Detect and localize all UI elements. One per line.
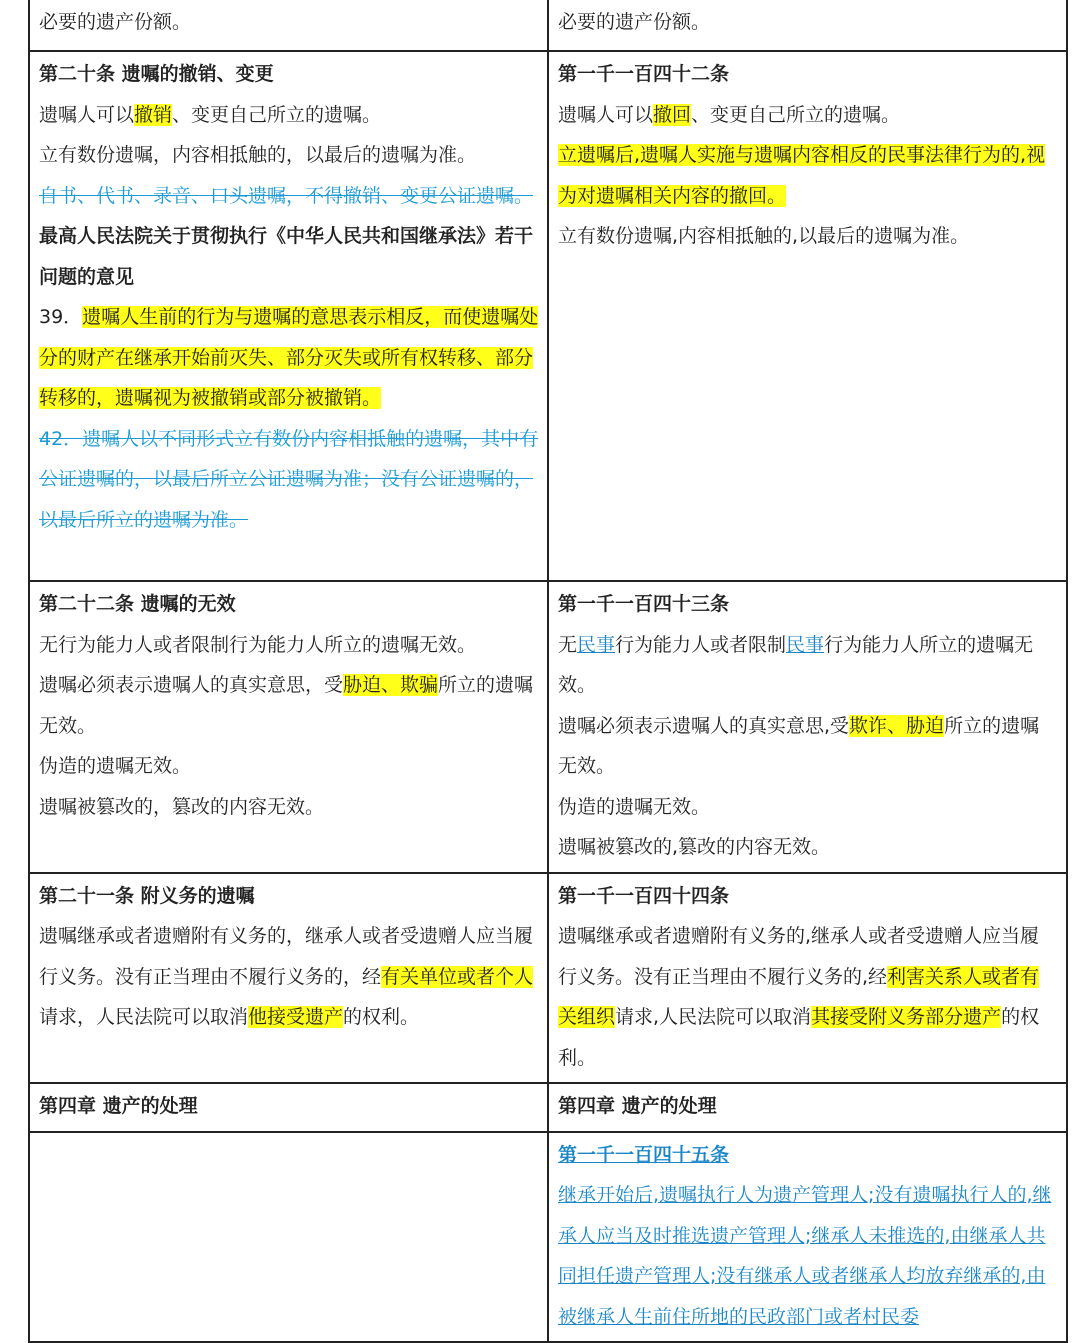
cell-right xyxy=(548,0,1067,51)
article-title: 第一千一百四十四条 xyxy=(558,884,730,907)
comparison-table xyxy=(28,0,1068,1343)
clause-text: 必要的遗产份额。 xyxy=(39,11,192,33)
clause-text: 立有数份遗嘱，内容相抵触的，以最后的遗嘱为准。 xyxy=(39,144,477,166)
underlined-text: 民事 xyxy=(786,633,825,656)
clause-text: 立有数份遗嘱,内容相抵触的,以最后的遗嘱为准。 xyxy=(558,225,970,247)
highlight: 利害关系人或者有关组织 xyxy=(558,965,1040,1028)
clause-text xyxy=(558,625,1058,706)
clause-text xyxy=(39,665,539,746)
highlight: 立遗嘱后,遗嘱人实施与遗嘱内容相反的民事法律行为的,视为对遗嘱相关内容的撤回。 xyxy=(558,144,1046,207)
highlight: 有关单位或者个人 xyxy=(381,965,534,988)
chapter-title: 第四章 遗产的处理 xyxy=(39,1095,198,1117)
clause-text: 遗嘱被篡改的,篡改的内容无效。 xyxy=(558,836,831,858)
highlight: 欺诈、胁迫 xyxy=(849,714,945,737)
article-title: 第二十条 遗嘱的撤销、变更 xyxy=(39,63,274,85)
text: 遗嘱继承或者遗赠附有义务的，继承人或者受遗赠人应当履行义务。没有正当理由不履行义务的，经 xyxy=(39,925,534,988)
clause-text: 伪造的遗嘱无效。 xyxy=(39,755,192,777)
clause-text xyxy=(558,95,1058,136)
clause-text xyxy=(39,916,539,1038)
clause-text xyxy=(39,297,539,419)
clause-text xyxy=(558,916,1058,1078)
cell-left xyxy=(29,51,548,581)
text: 遗嘱人可以 xyxy=(39,103,135,126)
underlined-text: 民事 xyxy=(577,633,616,656)
cell-left xyxy=(29,581,548,873)
text: 行为能力人或者限制 xyxy=(615,633,787,656)
table-row xyxy=(29,1132,1067,1343)
cell-right xyxy=(548,51,1067,581)
table-row xyxy=(29,1083,1067,1132)
text: 请求，人民法院可以取消 xyxy=(39,1006,249,1028)
highlight: 遗嘱人生前的行为与遗嘱的意思表示相反，而使遗嘱处分的财产在继承开始前灭失、部分灭失或所有权转移、部分转移的，遗嘱视为被撤销或部分被撤销。 xyxy=(39,306,539,409)
clause-text xyxy=(558,706,1058,787)
article-title: 第二十一条 附义务的遗嘱 xyxy=(39,884,255,907)
table-row xyxy=(29,873,1067,1084)
highlight: 其接受附义务部分遗产 xyxy=(811,1006,1002,1028)
text: 39． xyxy=(39,306,83,328)
text: 无 xyxy=(558,633,578,656)
text: 遗嘱必须表示遗嘱人的真实意思,受 xyxy=(558,714,850,737)
article-title: 第一千一百四十二条 xyxy=(558,63,730,85)
highlight: 撤回 xyxy=(653,103,692,126)
table-row xyxy=(29,0,1067,51)
text: 的权利。 xyxy=(558,1006,1040,1069)
new-clause-text: 继承开始后,遗嘱执行人为遗产管理人;没有遗嘱执行人的,继承人应当及时推选遗产管理人;继承人未推选的,由继承人共同担任遗产管理人;没有继承人或者继承人均放弃继承的,由被继承人生前住所地的民政部门或者村民委 xyxy=(558,1184,1052,1328)
clause-text: 遗嘱被篡改的，篡改的内容无效。 xyxy=(39,795,325,818)
section-title: 最高人民法院关于贯彻执行《中华人民共和国继承法》若干问题的意见 xyxy=(39,225,534,288)
text: 遗嘱必须表示遗嘱人的真实意思，受 xyxy=(39,674,344,696)
article-title: 第二十二条 遗嘱的无效 xyxy=(39,593,236,615)
cell-left-empty xyxy=(29,1132,548,1343)
article-title: 第一千一百四十五条 xyxy=(558,1143,730,1166)
text: 所立的遗嘱无效。 xyxy=(39,674,534,737)
text: 所立的遗嘱无效。 xyxy=(558,714,1040,777)
chapter-title: 第四章 遗产的处理 xyxy=(558,1095,717,1117)
cell-right xyxy=(548,581,1067,873)
clause-text: 必要的遗产份额。 xyxy=(558,11,711,33)
cell-left xyxy=(29,873,548,1084)
clause-text xyxy=(558,135,1058,216)
text: 请求,人民法院可以取消 xyxy=(615,1006,812,1028)
clause-text: 无行为能力人或者限制行为能力人所立的遗嘱无效。 xyxy=(39,633,477,656)
cell-right xyxy=(548,1132,1067,1343)
text: 遗嘱人可以 xyxy=(558,103,654,126)
text: 的权利。 xyxy=(343,1006,420,1028)
clause-text xyxy=(39,95,539,136)
cell-right xyxy=(548,873,1067,1084)
text: 行为能力人所立的遗嘱无效。 xyxy=(558,633,1034,696)
deleted-text: 自书、代书、录音、口头遗嘱，不得撤销、变更公证遗嘱。 xyxy=(39,184,534,207)
cell-right xyxy=(548,1083,1067,1132)
highlight: 胁迫、欺骗 xyxy=(343,674,439,696)
table-row xyxy=(29,581,1067,873)
highlight: 撤销 xyxy=(134,103,173,126)
article-title: 第一千一百四十三条 xyxy=(558,593,730,615)
text: 、变更自己所立的遗嘱。 xyxy=(691,103,901,126)
cell-left xyxy=(29,1083,548,1132)
table-row xyxy=(29,51,1067,581)
clause-text: 伪造的遗嘱无效。 xyxy=(558,795,711,818)
text: 遗嘱继承或者遗赠附有义务的,继承人或者受遗赠人应当履行义务。没有正当理由不履行义务的,经 xyxy=(558,925,1040,988)
cell-left xyxy=(29,0,548,51)
highlight: 他接受遗产 xyxy=(248,1006,344,1028)
deleted-text: 42．遗嘱人以不同形式立有数份内容相抵触的遗嘱，其中有公证遗嘱的，以最后所立公证遗嘱为准；没有公证遗嘱的，以最后所立的遗嘱为准。 xyxy=(39,427,539,531)
text: 、变更自己所立的遗嘱。 xyxy=(172,103,382,126)
